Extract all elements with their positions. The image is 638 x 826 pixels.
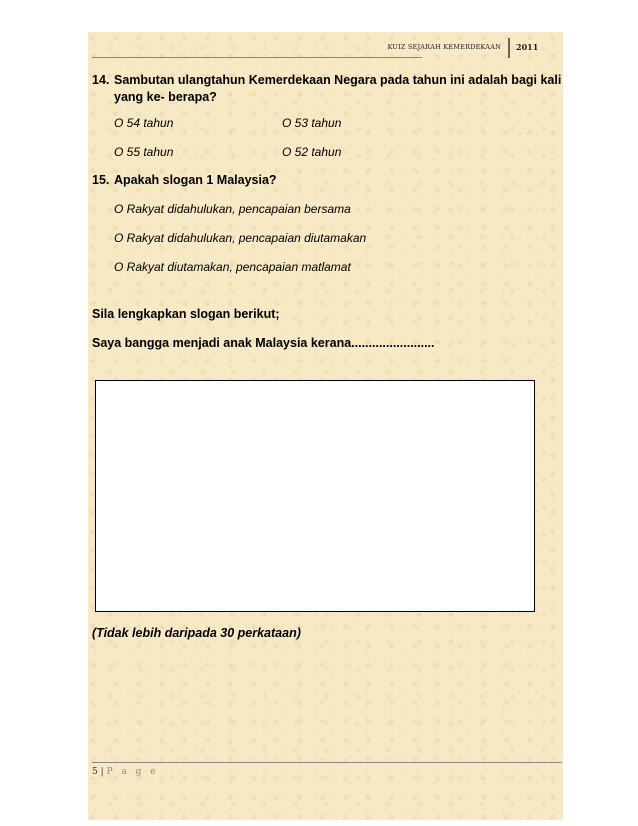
footer-rule (92, 762, 562, 763)
question-text: Sambutan ulangtahun Kemerdekaan Negara pada tahun ini adalah bagi kali yang ke- berapa? (114, 73, 562, 104)
question-15 (92, 172, 562, 189)
header-divider (508, 38, 510, 58)
header-rule (92, 57, 422, 58)
option-53-tahun[interactable]: O 53 tahun (282, 116, 342, 130)
slogan-instruction: Sila lengkapkan slogan berikut; (92, 307, 280, 321)
slogan-prompt: Saya bangga menjadi anak Malaysia kerana........................ (92, 336, 435, 350)
footer-separator: | (100, 767, 104, 777)
page-word: P a g e (106, 767, 159, 777)
page-header (88, 40, 563, 56)
option-55-tahun[interactable]: O 55 tahun (114, 145, 174, 159)
header-title: KUIZ SEJARAH KEMERDEKAAN (387, 43, 501, 51)
option-slogan-1[interactable]: O Rakyat didahulukan, pencapaian bersama (114, 202, 351, 216)
option-slogan-3[interactable]: O Rakyat diutamakan, pencapaian matlamat (114, 260, 351, 274)
question-number: 15. (92, 173, 110, 187)
question-number: 14. (92, 73, 110, 87)
option-52-tahun[interactable]: O 52 tahun (282, 145, 342, 159)
header-year: 2011 (516, 42, 539, 52)
answer-box[interactable] (95, 380, 535, 612)
option-slogan-2[interactable]: O Rakyat didahulukan, pencapaian diutamakan (114, 231, 367, 245)
option-54-tahun[interactable]: O 54 tahun (114, 116, 174, 130)
page-number: 5 (92, 767, 98, 777)
word-limit-note: (Tidak lebih daripada 30 perkataan) (92, 626, 301, 640)
question-text: Apakah slogan 1 Malaysia? (114, 173, 277, 187)
quiz-content (92, 72, 562, 352)
footer-page-label (92, 767, 159, 777)
question-14 (92, 72, 562, 106)
